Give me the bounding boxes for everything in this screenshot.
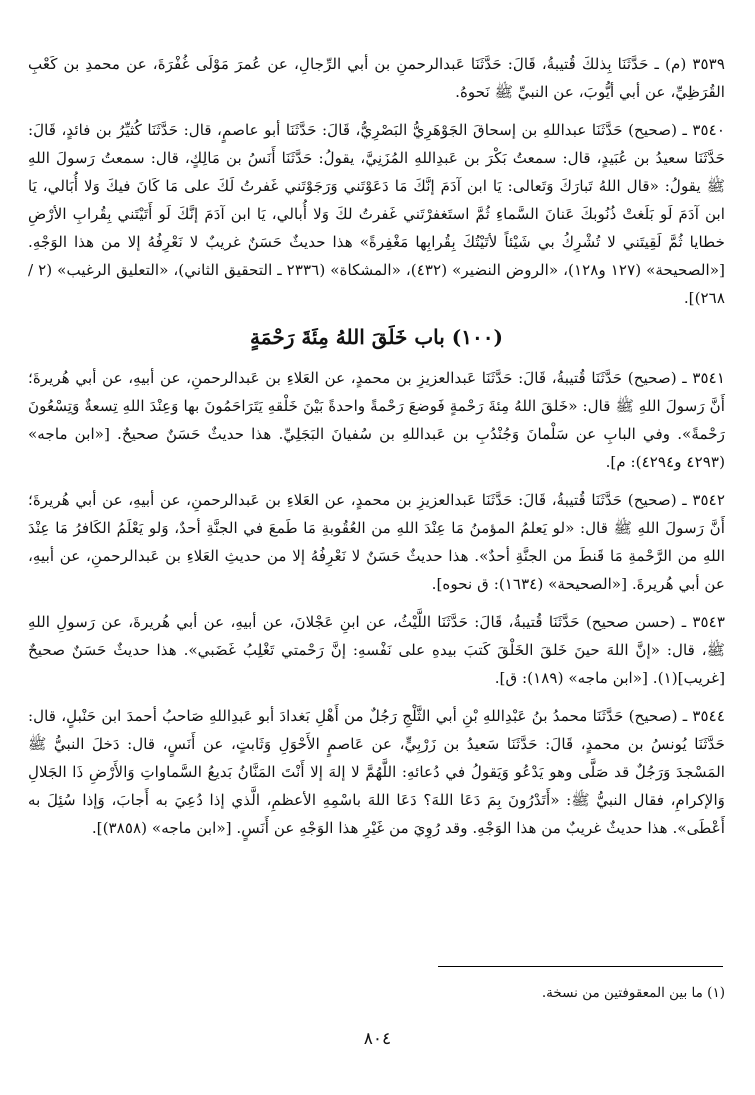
hadith-3544: ٣٥٤٤ ـ (صحيح) حَدَّثَنَا محمدُ بنُ عَبْدِاللهِ بْنِ أبي الثَّلْجِ رَجُلٌ من أَهْلِ بَغدادَ أبو عَبدِاللهِ صَاحبُ أحمدَ ابن حَنْبلٍ، قال: حَدَّثَنَا يُونسُ بن محمدٍ، قَالَ: حَدَّثَنَا سَعيدُ بن زَرْبِيٍّ، عن عَاصمٍ الأَحْوَلِ وَثَابتٍ، عن أَنَسٍ، قال: دَخلَ النبيُّ ﷺ المَسْجدَ وَرَجُلٌ قد صَلَّى وهو يَدْعُو وَيَقولُ في دُعائهِ: اللَّهُمَّ لا إلهَ إلا أَنْتَ المَنَّانُ بَديعُ السَّماواتِ وَالأَرْضِ ذَا الجَلالِ وَالإكرامِ، فقال النبيُّ ﷺ: «أَتَدْرُونَ بِمَ دَعَا اللهَ؟ دَعَا اللهَ باسْمِهِ الأعظمِ، الَّذي إذا دُعِيَ به أَجابَ، وَإذا سُئِلَ به أَعْطَى». هذا حديثٌ غريبٌ من هذا الوَجْهِ. وقد رُوِيَ من غَيْرِ هذا الوَجْهِ عن أَنَسٍ. [«ابن ماجه» (٣٨٥٨)]. [28,707,726,837]
hadith-3542: ٣٥٤٢ ـ (صحيح) حَدَّثَنَا قُتيبةُ، قَالَ: حَدَّثَنَا عَبدالعزيزِ بن محمدٍ، عن العَلاءِ بن عَبدالرحمنِ، عن أبيهِ، عن أبي هُريرةَ؛ أَنَّ رَسولَ اللهِ ﷺ قال: «لو يَعلمُ المؤمنُ مَا عِنْدَ اللهِ من العُقُوبةِ مَا طَمعَ في الجنَّةِ أحدٌ، وَلو يَعْلَمُ الكَافرُ مَا عِنْدَ اللهِ من الرَّحْمةِ مَا قَنطَ من الجنَّةِ أحدٌ». هذا حديثٌ حَسَنٌ لا نَعْرِفُهُ إلا من حديثِ العَلاءِ بن عَبدالرحمنِ، عن أبيهِ، عن أبي هُريرةَ. [«الصحيحة» (١٦٣٤): ق نحوه]. [28,491,725,593]
page-number: ٨٠٤ [363,1029,392,1049]
chapter-heading: (١٠٠) باب خَلَقَ اللهُ مِئَةَ رَحْمَةٍ [250,325,503,349]
hadith-3543: ٣٥٤٣ ـ (حسن صحيح) حَدَّثَنَا قُتيبةُ، قَالَ: حَدَّثَنَا اللَّيْثُ، عن ابنِ عَجْلانَ، عن أبيهِ، عن أبي هُريرةَ، عن رَسولِ اللهِ ﷺ، قال: «إنَّ اللهَ حينَ خَلقَ الخَلْقَ كَتبَ بيدهِ على نَفْسهِ: إنَّ رَحْمتي تَغْلِبُ غَضَبي». هذا حديثٌ حَسَنٌ صحيحٌ [غريب](١). [«ابن ماجه» (١٨٩): ق]. [28,613,725,687]
footnote: (١) ما بين المعقوفتين من نسخة. [541,985,725,1001]
hadith-3540: ٣٥٤٠ ـ (صحيح) حَدَّثَنَا عبداللهِ بن إسحاقَ الجَوْهَرِيُّ البَصْرِيُّ، قَالَ: حَدَّثَنَا أبو عاصمٍ، قال: حَدَّثَنَا كُثيِّرُ بن فائدٍ، قَالَ: حَدَّثَنَا سعيدُ بن عُبَيدٍ، قال: سمعتُ بَكْرَ بن عَبدِاللهِ المُزَنِيَّ، يقولُ: حَدَّثَنَا أَنَسُ بن مَالِكٍ، قال: سمعتُ رَسولَ اللهِ ﷺ يقولُ: «قال اللهُ تَبارَكَ وَتَعالى: يَا ابن آدَمَ إنَّكَ مَا دَعَوْتَني وَرَجَوْتَني غَفرتُ لَكَ على مَا كَانَ فيكَ وَلا أُبَالي، يَا ابن آدَمَ لَو بَلَغتْ ذُنُوبكَ عَنانَ السَّماءِ ثُمَّ استَغفرْتَني غَفرتُ لكَ وَلا أُبالي، يَا ابن آدَمَ إنَّكَ لَو أَتَيْتَني بِقُرابِ الأرْضِ خطايا ثُمَّ لَقِيتَني لا تُشْرِكُ بي شَيْئاً لأتَيْتُكَ بِقُرابِها مَغْفِرةً» هذا حديثٌ حَسَنٌ غريبٌ لا نَعْرِفُهُ إلا من هذا الوَجْهِ. [«الصحيحة» (١٢٧ و١٢٨)، «الروض النضير» (٤٣٢)، «المشكاة» (٢٣٣٦ ـ التحقيق الثاني)، «التعليق الرغيب» (٢ / ٢٦٨)]. [28,121,725,307]
hadith-3539: ٣٥٣٩ (م) ـ حَدَّثَنَا بِذلكَ قُتيبةُ، قَالَ: حَدَّثَنَا عَبدالرحمنِ بن أبي الرِّجالِ، عن عُمرَ مَوْلَى غُفْرَةَ، عن محمدِ بن كَعْبِ القُرَظِيِّ، عن أبي أيُّوبَ، عن النبيِّ ﷺ نَحوهُ. [28,55,725,101]
footnote-separator [438,966,723,967]
hadith-3541: ٣٥٤١ ـ (صحيح) حَدَّثَنَا قُتيبةُ، قَالَ: حَدَّثَنَا عَبدالعزيزِ بن محمدٍ، عن العَلاءِ بن عَبدالرحمنِ، عن أبيهِ، عن أبي هُريرةَ؛ أَنَّ رَسولَ اللهِ ﷺ قال: «خَلقَ اللهُ مِئةَ رَحْمةٍ فَوضعَ رَحْمةً واحدةً بَيْنَ خَلْقهِ يَتَرَاحَمُونَ بها وَعِنْدَ اللهِ تِسعةٌ وَتِسْعُونَ رَحْمةً». وفي البابِ عن سَلْمانَ وَجُنْدُبِ بن عَبداللهِ بن سُفيانَ البَجَلِيِّ. هذا حديثٌ حَسَنٌ صحيحٌ. [«ابن ماجه» (٤٢٩٣ و٤٢٩٤): م]. [28,369,725,471]
